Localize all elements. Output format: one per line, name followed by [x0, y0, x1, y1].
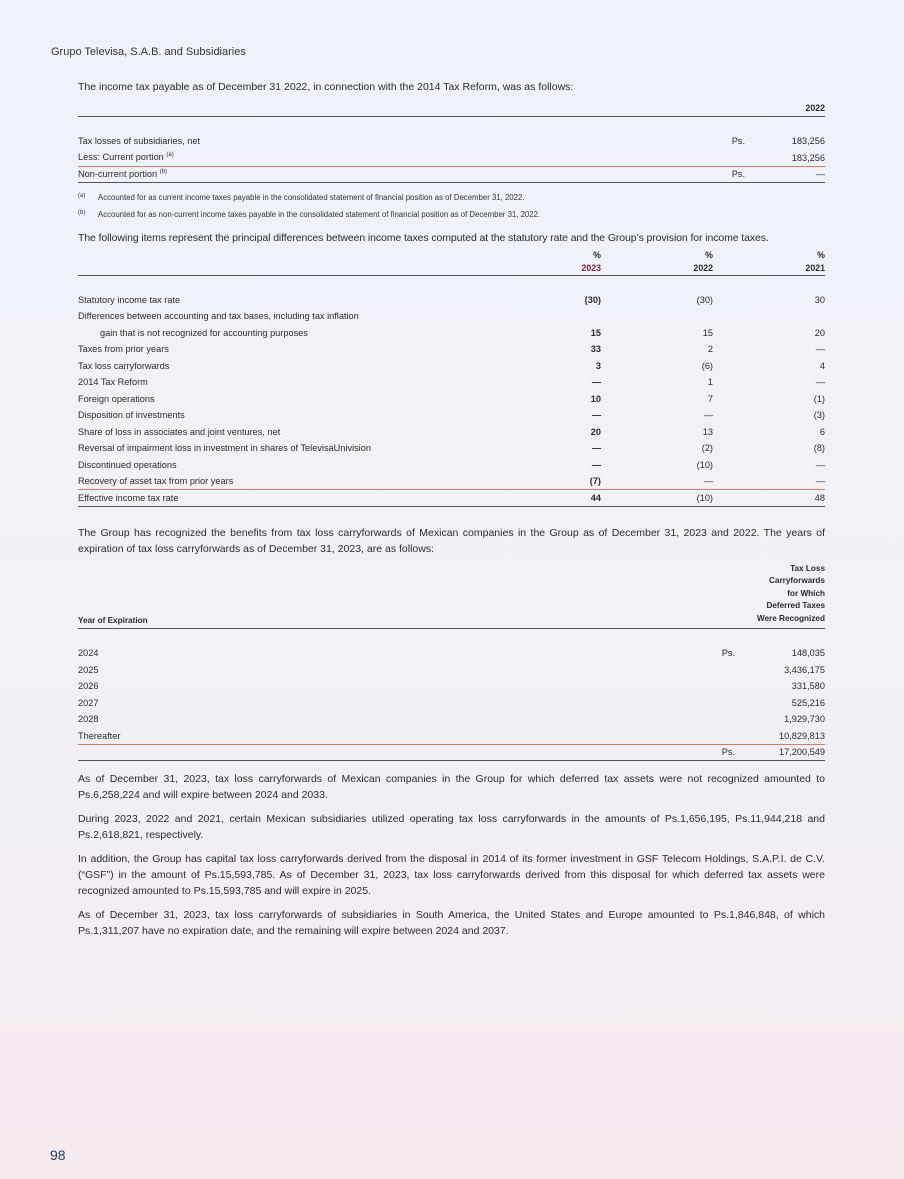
footnote-b: (b) Accounted for as non-current income taxes payable in the consolidated statement of financial position as of December 31, 2022.	[78, 210, 541, 219]
tax-loss-expiration-table	[78, 563, 825, 762]
table-row: Reversal of impairment loss in investment in shares of TelevisaUnivision — (2) (8)	[78, 443, 825, 454]
footnote-a: (a) Accounted for as current income taxes payable in the consolidated statement of financial position as of December 31, 2022.	[78, 193, 525, 202]
table-row: Foreign operations 10 7 (1)	[78, 393, 825, 404]
year-of-expiration-header: Year of Expiration	[78, 563, 695, 629]
table-row: Discontinued operations — (10) —	[78, 459, 825, 470]
page-number: 98	[50, 1147, 66, 1163]
table-row: Taxes from prior years 33 2 —	[78, 344, 825, 355]
document-header: Grupo Televisa, S.A.B. and Subsidiaries	[51, 46, 246, 58]
table-row	[78, 133, 825, 150]
paragraph: In addition, the Group has capital tax loss carryforwards derived from the disposal in 2014 of its former investment in GSF Telecom Holdings, S.A.P.I. de C.V. (“GSF”) in the amount of Ps.15,593,785. As of December 31, 2023, tax loss carryforwards derived from this disposal for which deferred tax assets were recognized amounted to Ps.15,593,785 and will expire in 2025.	[78, 853, 825, 897]
currency: Ps.	[705, 166, 745, 183]
table-row	[78, 150, 825, 167]
currency: Ps.	[731, 136, 745, 147]
table-row: Share of loss in associates and joint ventures, net 20 13 6	[78, 426, 825, 437]
table-row: Thereafter 10,829,813	[78, 728, 825, 745]
table-row: 2024 Ps. 148,035	[78, 648, 825, 659]
year-header: 2022	[745, 100, 825, 117]
table-row: Statutory income tax rate (30) (30) 30	[78, 294, 825, 305]
currency	[705, 150, 745, 167]
table-row: Differences between accounting and tax bases, including tax inflation	[78, 311, 359, 322]
year-2022-header: 2022	[601, 261, 713, 275]
total-row: Effective income tax rate 44 (10) 48	[78, 490, 825, 507]
section1-intro: The income tax payable as of December 31 2022, in connection with the 2014 Tax Reform, was as follows:	[78, 81, 574, 93]
section3-intro: The Group has recognized the benefits from tax loss carryforwards of Mexican companies in the Group as of December 31, 2023 and 2022. The years of expiration of tax loss carryforwards as of December 31, 2023, are as follows:	[78, 526, 825, 555]
table-row: gain that is not recognized for accounting purposes 15 15 20	[100, 327, 825, 338]
row-value: 183,256	[745, 150, 825, 167]
table-row: 2027 525,216	[78, 697, 825, 708]
table-header-row	[78, 100, 825, 117]
tax-rate-reconciliation-table	[78, 249, 825, 507]
income-tax-payable-table	[78, 100, 825, 183]
total-row: Ps. 17,200,549	[78, 744, 825, 761]
table-header-row	[78, 563, 825, 629]
table-row: Recovery of asset tax from prior years (7) — —	[78, 473, 825, 490]
table-row: 2025 3,436,175	[78, 664, 825, 675]
row-value: 183,256	[791, 136, 825, 147]
paragraph: As of December 31, 2023, tax loss carryforwards of subsidiaries in South America, the United States and Europe amounted to Ps.1,846,848, of which Ps.1,311,207 have no expiration date, and the remaining will expire between 2024 and 2037.	[78, 909, 825, 937]
row-label: Tax losses of subsidiaries, net	[78, 136, 201, 147]
tax-loss-header: Tax Loss Carryforwards for Which Deferred Taxes Were Recognized	[735, 563, 825, 629]
year-2023-header: 2023	[481, 261, 601, 275]
table-row: Tax loss carryforwards 3 (6) 4	[78, 360, 825, 371]
table-row	[78, 166, 825, 183]
row-label: Less: Current portion $^{(a)}$	[78, 150, 705, 167]
table-row: Disposition of investments — — (3)	[78, 410, 825, 421]
year-header-row	[78, 261, 825, 275]
table-row: 2026 331,580	[78, 681, 825, 692]
row-value: —	[745, 166, 825, 183]
paragraph: As of December 31, 2023, tax loss carryforwards of Mexican companies in the Group for which deferred tax assets were not recognized amounted to Ps.6,258,224 and will expire between 2024 and 2033.	[78, 773, 825, 801]
pct-header-row: % % %	[593, 250, 825, 260]
section2-intro: The following items represent the principal differences between income taxes computed at the statutory rate and the Group’s provision for income taxes.	[78, 232, 769, 244]
table-row: 2014 Tax Reform — 1 —	[78, 377, 825, 388]
row-label: Non-current portion $^{(b)}$	[78, 166, 705, 183]
table-row: 2028 1,929,730	[78, 714, 825, 725]
page-content	[78, 80, 825, 939]
year-2021-header: 2021	[713, 261, 825, 275]
paragraph: During 2023, 2022 and 2021, certain Mexican subsidiaries utilized operating tax loss carryforwards in the amounts of Ps.1,656,195, Ps.11,944,218 and Ps.2,618,821, respectively.	[78, 813, 825, 841]
